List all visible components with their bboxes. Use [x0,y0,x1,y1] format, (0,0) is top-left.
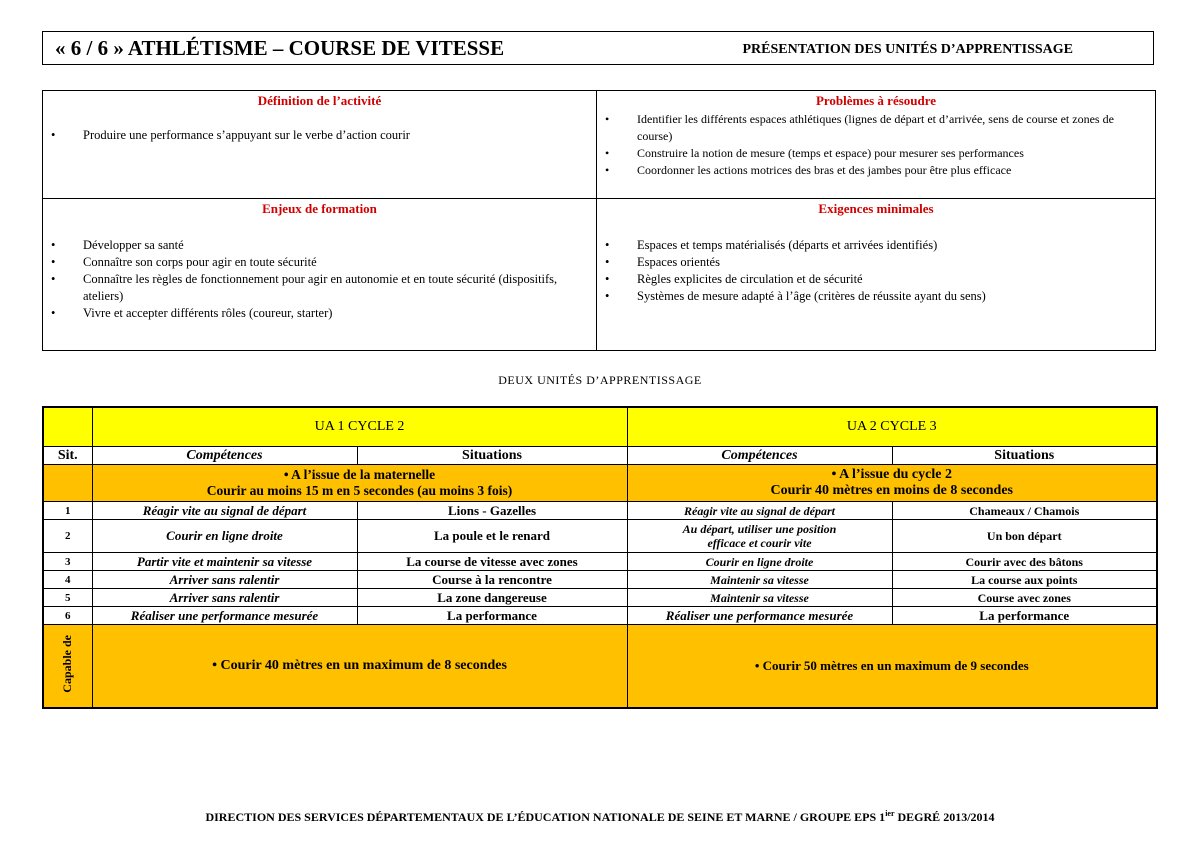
table-row [43,553,1157,571]
list-item: • Coordonner les actions motrices des bras et des jambes pour être plus efficace [603,162,1149,179]
situation-number: 4 [43,571,92,589]
section-title: DEUX UNITÉS D’APPRENTISSAGE [498,373,702,387]
list-item: • Systèmes de mesure adapté à l’âge (critères de réussite ayant du sens) [603,288,1149,305]
definition-cell [43,91,597,199]
footer-superscript: ier [885,809,895,818]
table-row [43,607,1157,625]
list-item: • Produire une performance s’appuyant sur le verbe d’action courir [49,127,590,144]
ua1-competence: Courir en ligne droite [92,520,357,553]
ua2-prerequisite [627,465,1157,502]
exigences-cell [597,199,1156,351]
ua1-situation: La zone dangereuse [357,589,627,607]
ua2-competences-header: Compétences [627,447,892,465]
exigences-list [603,237,1149,305]
ua2-situation: La performance [892,607,1157,625]
problemes-list [603,111,1149,179]
list-item: • Identifier les différents espaces athlétiques (lignes de départ et d’arrivée, sens de course et zones de course) [603,111,1149,145]
table-row [43,589,1157,607]
corner-cell [43,407,92,447]
page-title: « 6 / 6 » ATHLÉTISME – COURSE DE VITESSE [55,36,505,60]
intro-empty-cell [43,465,92,502]
ua2-competence-line1: Au départ, utiliser une position [682,522,837,536]
table-row [43,520,1157,553]
capable-label-cell [43,625,92,709]
capable-label: Capable de [60,635,75,693]
enjeux-cell [43,199,597,351]
list-item: • Espaces et temps matérialisés (départs et arrivées identifiés) [603,237,1149,254]
list-item: • Développer sa santé [49,237,590,254]
ua2-competence: Réaliser une performance mesurée [627,607,892,625]
table-row [43,502,1157,520]
info-grid [42,90,1156,351]
ua1-competence: Réagir vite au signal de départ [92,502,357,520]
definition-heading: Définition de l’activité [257,93,382,108]
ua2-competence: Maintenir sa vitesse [627,571,892,589]
enjeux-heading: Enjeux de formation [262,201,377,216]
ua2-situation: Courir avec des bâtons [892,553,1157,571]
ua-table [42,406,1158,709]
ua1-situation: La poule et le renard [357,520,627,553]
situation-number: 1 [43,502,92,520]
ua1-competence: Arriver sans ralentir [92,571,357,589]
list-item: • Règles explicites de circulation et de sécurité [603,271,1149,288]
ua2-competence-line2: efficace et courir vite [707,536,812,550]
list-item: • Construire la notion de mesure (temps et espace) pour mesurer ses performances [603,145,1149,162]
ua1-capable: • Courir 40 mètres en un maximum de 8 secondes [92,625,627,709]
ua2-situation: Un bon départ [892,520,1157,553]
ua2-capable: • Courir 50 mètres en un maximum de 9 secondes [627,625,1157,709]
ua1-situation: Lions - Gazelles [357,502,627,520]
exigences-heading: Exigences minimales [818,201,934,216]
ua2-situation: La course aux points [892,571,1157,589]
definition-list [49,127,590,144]
ua2-competence: Courir en ligne droite [627,553,892,571]
situation-number: 5 [43,589,92,607]
list-item: • Espaces orientés [603,254,1149,271]
ua2-competence: Réagir vite au signal de départ [627,502,892,520]
situation-number: 3 [43,553,92,571]
ua2-title: UA 2 CYCLE 3 [627,407,1157,447]
enjeux-list [49,237,590,322]
ua1-situation: La performance [357,607,627,625]
ua1-situation: La course de vitesse avec zones [357,553,627,571]
ua1-competence: Arriver sans ralentir [92,589,357,607]
ua1-situations-header: Situations [357,447,627,465]
ua1-competence: Partir vite et maintenir sa vitesse [92,553,357,571]
col-sit-header: Sit. [43,447,92,465]
title-box [42,31,1154,65]
ua2-situations-header: Situations [892,447,1157,465]
situation-number: 2 [43,520,92,553]
ua1-title: UA 1 CYCLE 2 [92,407,627,447]
ua2-prereq-line2: Courir 40 mètres en moins de 8 secondes [770,483,1014,498]
list-item: • Vivre et accepter différents rôles (coureur, starter) [49,305,590,322]
ua1-prereq-line1: • A l’issue de la maternelle [283,467,436,482]
page-subtitle: PRÉSENTATION DES UNITÉS D’APPRENTISSAGE [742,42,1073,57]
ua2-prereq-line1: • A l’issue du cycle 2 [831,467,952,482]
ua2-situation: Chameaux / Chamois [892,502,1157,520]
list-item: • Connaître son corps pour agir en toute sécurité [49,254,590,271]
footer-text: DIRECTION DES SERVICES DÉPARTEMENTAUX DE L’ÉDUCATION NATIONALE DE SEINE ET MARNE / GROUPE EPS 1 [205,810,886,824]
problemes-cell [597,91,1156,199]
ua1-situation: Course à la rencontre [357,571,627,589]
situation-number: 6 [43,607,92,625]
table-row [43,571,1157,589]
ua2-situation: Course avec zones [892,589,1157,607]
footer-year: DEGRÉ 2013/2014 [894,810,995,824]
ua1-prereq-line2: Courir au moins 15 m en 5 secondes (au moins 3 fois) [206,483,513,498]
ua1-prerequisite [92,465,627,502]
ua2-competence: Maintenir sa vitesse [627,589,892,607]
ua1-competences-header: Compétences [92,447,357,465]
ua1-competence: Réaliser une performance mesurée [92,607,357,625]
problemes-heading: Problèmes à résoudre [815,93,937,108]
footer [0,809,1200,825]
ua2-competence [627,520,892,553]
list-item: • Connaître les règles de fonctionnement pour agir en autonomie et en toute sécurité (dispositifs, ateliers) [49,271,590,305]
